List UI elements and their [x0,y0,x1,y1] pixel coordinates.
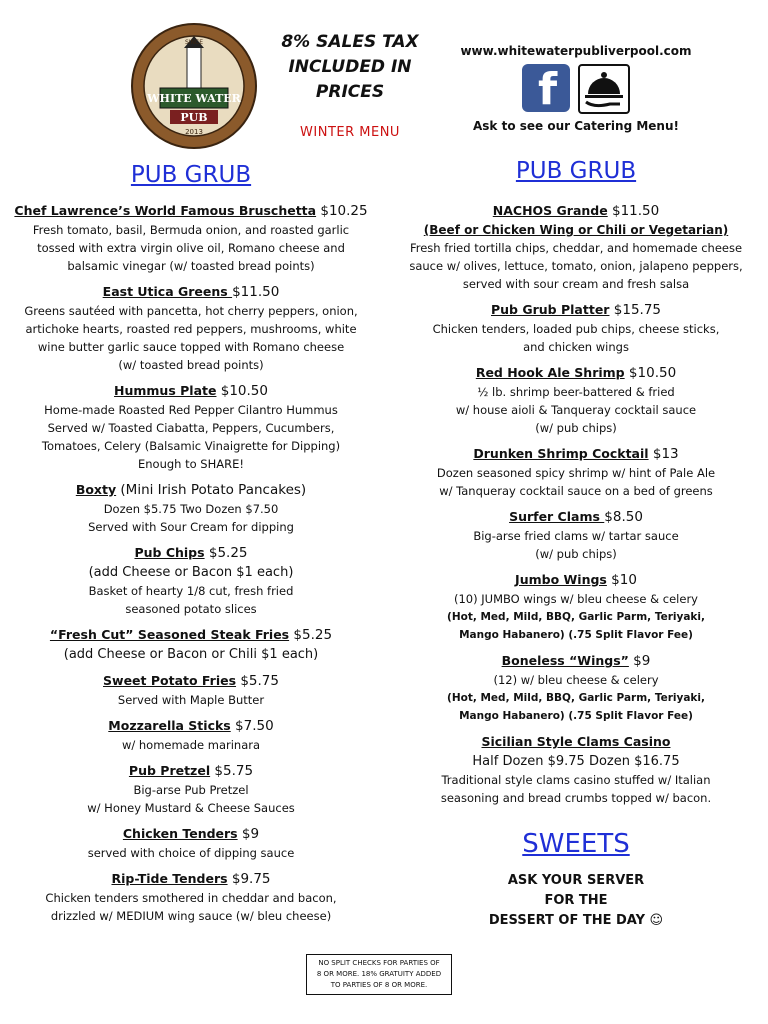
catering-cloche-icon [578,64,630,114]
menu-item [10,380,372,473]
item-name: Sweet Potato Fries [103,673,237,688]
facebook-letter: f [538,64,558,115]
item-name: Pub Grub Platter [491,302,610,317]
item-name: Boneless “Wings” [501,653,629,668]
menu-item [10,670,372,709]
item-price: $5.75 [210,763,254,779]
item-name: Mozzarella Sticks [108,718,231,733]
item-description: and chicken wings [523,340,629,354]
item-heading [10,281,372,302]
item-description: Dozen $5.75 Two Dozen $7.50 [103,502,279,516]
menu-item [400,362,752,437]
menu-item [400,731,752,807]
notice-line: 8 OR MORE. 18% GRATUITY ADDED [316,970,442,978]
right-column [400,156,752,931]
item-heading [400,731,752,752]
item-heading [10,760,372,781]
item-price: $8.50 [604,509,643,525]
item-options: (Beef or Chicken Wing or Chili or Vegetarian) [423,223,729,237]
item-price: (Mini Irish Potato Pancakes) [116,482,307,498]
right-menu-list [400,200,752,807]
item-description: w/ homemade marinara [121,738,261,752]
menu-item [400,299,752,356]
menu-item [10,823,372,862]
item-name: Drunken Shrimp Cocktail [473,446,649,461]
item-description: artichoke hearts, roasted red peppers, mushrooms, white [25,322,357,336]
tax-line: INCLUDED IN [288,57,412,77]
item-price: $15.75 [609,302,661,318]
item-name: Hummus Plate [114,383,217,398]
menu-item [10,715,372,754]
menu-item [10,542,372,618]
item-heading [10,542,372,563]
menu-item [10,281,372,374]
item-price: $11.50 [232,284,280,300]
item-price: $9 [237,826,260,842]
item-description: (10) JUMBO wings w/ bleu cheese & celery [454,592,698,606]
pub-logo [130,22,258,150]
item-description: Chicken tenders, loaded pub chips, cheese sticks, [432,322,720,336]
item-description: Fresh tomato, basil, Bermuda onion, and roasted garlic [32,223,350,237]
item-description: balsamic vinegar (w/ toasted bread points) [67,259,315,273]
item-name: East Utica Greens [102,284,233,299]
item-price: $11.50 [607,203,660,219]
item-heading [400,200,752,221]
dessert-line: ASK YOUR SERVER [507,873,645,888]
sales-tax-notice [262,30,438,105]
item-heading [10,868,372,889]
item-price: $5.75 [236,673,279,689]
item-heading [10,479,372,500]
item-description: drizzled w/ MEDIUM wing sauce (w/ bleu cheese) [50,909,332,923]
item-price: $9.75 [227,871,271,887]
item-price: $13 [648,446,679,462]
menu-item [400,650,752,725]
item-price: $7.50 [230,718,274,734]
item-description: Greens sautéed with pancetta, hot cherry peppers, onion, [24,304,358,318]
item-flavors: Mango Habanero) (.75 Split Flavor Fee) [459,710,693,722]
facebook-icon[interactable] [522,64,570,115]
winter-menu-label: WINTER MENU [300,125,400,140]
logo-sub-text: PUB [180,111,208,124]
sweets-title: SWEETS [522,829,630,859]
item-heading [10,670,372,691]
item-description: (12) w/ bleu cheese & celery [493,673,659,687]
item-subline: (add Cheese or Bacon or Chili $1 each) [63,647,319,662]
item-description: Dozen seasoned spicy shrimp w/ hint of Pale Ale [436,466,716,480]
item-subline: (add Cheese or Bacon $1 each) [88,565,294,580]
item-description: Chicken tenders smothered in cheddar and bacon, [45,891,337,905]
item-price: $9 [628,653,651,669]
item-heading [400,443,752,464]
item-description: Fresh fried tortilla chips, cheddar, and homemade cheese [409,241,743,255]
item-heading [400,299,752,320]
item-heading [10,823,372,844]
item-description: Traditional style clams casino stuffed w/ Italian [441,773,711,787]
item-description: Served with Sour Cream for dipping [88,520,294,534]
item-price: $5.25 [204,545,248,561]
item-flavors: (Hot, Med, Mild, BBQ, Garlic Parm, Teriyaki, [447,692,705,704]
menu-item [400,569,752,644]
menu-item [400,443,752,500]
item-heading [400,362,752,383]
dessert-line: DESSERT OF THE DAY ☺ [488,913,664,928]
logo-since-text: SINCE [184,39,204,46]
item-description: sauce w/ olives, lettuce, tomato, onion, jalapeno peppers, [409,259,743,273]
menu-item [10,624,372,664]
item-description: (w/ pub chips) [535,547,617,561]
item-description: (w/ toasted bread points) [118,358,264,372]
item-description: Big-arse fried clams w/ tartar sauce [473,529,679,543]
item-flavors: (Hot, Med, Mild, BBQ, Garlic Parm, Teriyaki, [447,611,705,623]
item-heading [400,569,752,590]
item-name: Rip-Tide Tenders [111,871,228,886]
notice-line: NO SPLIT CHECKS FOR PARTIES OF [318,959,440,967]
dessert-line: FOR THE [544,893,608,908]
menu-item [10,868,372,925]
item-description: Big-arse Pub Pretzel [133,783,249,797]
item-price: $5.25 [289,627,333,643]
item-name: Boxty [75,482,117,497]
item-description: ½ lb. shrimp beer-battered & fried [477,385,675,399]
item-name: Chicken Tenders [122,826,238,841]
item-heading [10,624,372,645]
item-description: tossed with extra virgin olive oil, Romano cheese and [37,241,345,255]
item-price: $10.25 [316,203,368,219]
item-description: Served w/ Toasted Ciabatta, Peppers, Cucumbers, [47,421,335,435]
item-heading [10,715,372,736]
item-name: Pub Chips [134,545,205,560]
section-title: PUB GRUB [130,162,252,188]
item-description: seasoning and bread crumbs topped w/ bacon. [440,791,712,805]
left-menu-list [10,200,372,925]
split-check-notice [306,954,452,995]
item-name: NACHOS Grande [492,203,608,218]
menu-item [10,200,372,275]
item-description: wine butter garlic sauce topped with Romano cheese [37,340,345,354]
item-description: Basket of hearty 1/8 cut, fresh fried [88,584,294,598]
item-heading [400,506,752,527]
tax-line: 8% SALES TAX [281,32,419,52]
menu-item [10,479,372,536]
item-name: “Fresh Cut” Seasoned Steak Fries [49,627,290,642]
item-description: w/ Honey Mustard & Cheese Sauces [87,801,295,815]
tax-line: PRICES [315,82,385,102]
website-link[interactable]: www.whitewaterpubliverpool.com [460,44,692,58]
catering-note: Ask to see our Catering Menu! [473,119,679,133]
section-title: PUB GRUB [515,158,637,184]
item-price: $10 [606,572,637,588]
item-name: Red Hook Ale Shrimp [475,365,625,380]
item-description: seasoned potato slices [125,602,257,616]
item-price: $10.50 [624,365,677,381]
menu-item [10,760,372,817]
logo-year-text: 2013 [185,128,203,136]
item-description: Home-made Roasted Red Pepper Cilantro Hummus [44,403,338,417]
item-name: Jumbo Wings [515,572,607,587]
item-description: served with sour cream and fresh salsa [462,277,690,291]
item-subline: Half Dozen $9.75 Dozen $16.75 [472,754,680,769]
item-description: w/ Tanqueray cocktail sauce on a bed of greens [439,484,713,498]
notice-line: TO PARTIES OF 8 OR MORE. [330,981,428,989]
item-description: w/ house aioli & Tanqueray cocktail sauce [455,403,697,417]
item-price: $10.50 [216,383,268,399]
item-name: Chef Lawrence’s World Famous Bruschetta [14,203,317,218]
menu-item [400,506,752,563]
item-description: Enough to SHARE! [137,457,244,471]
item-name: Sicilian Style Clams Casino [481,734,671,749]
item-description: (w/ pub chips) [535,421,617,435]
menu-item [400,200,752,293]
item-heading [400,650,752,671]
left-column [10,160,372,931]
item-name: Pub Pretzel [128,763,211,778]
logo-name-text: WHITE WATER [147,92,241,105]
item-description: Served with Maple Butter [117,693,265,707]
item-flavors: Mango Habanero) (.75 Split Flavor Fee) [459,629,693,641]
item-description: served with choice of dipping sauce [87,846,295,860]
item-description: Tomatoes, Celery (Balsamic Vinaigrette for Dipping) [41,439,341,453]
item-heading [10,380,372,401]
item-name: Surfer Clams [509,509,605,524]
item-heading [10,200,372,221]
